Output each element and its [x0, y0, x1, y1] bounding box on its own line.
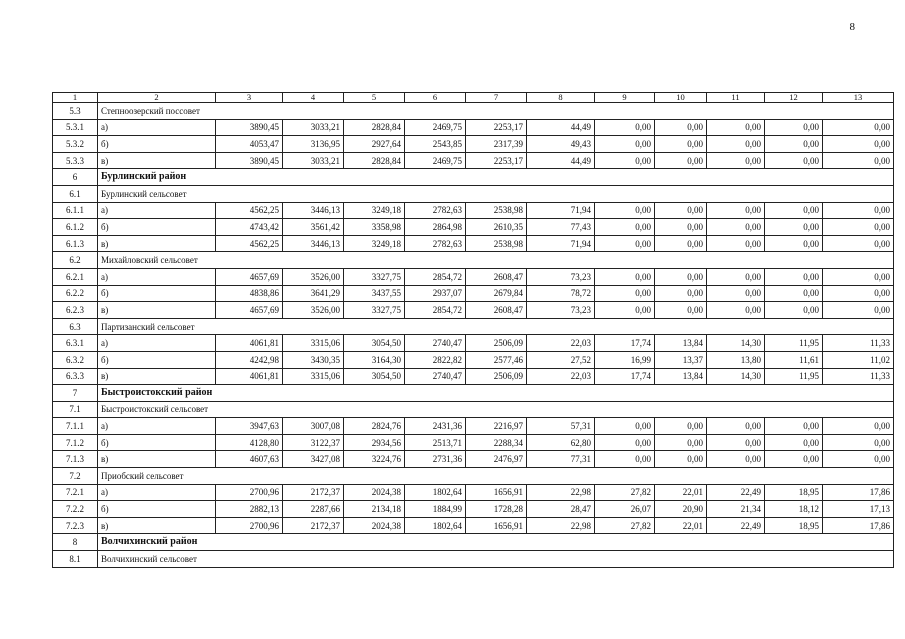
value-cell: 0,00	[765, 434, 823, 451]
value-cell: 0,00	[765, 302, 823, 319]
value-cell: 0,00	[823, 119, 894, 136]
row-number: 7.2.3	[53, 517, 98, 534]
row-number: 6.1.2	[53, 219, 98, 236]
table-row	[53, 434, 894, 451]
value-cell: 0,00	[765, 235, 823, 252]
value-cell: 0,00	[655, 119, 707, 136]
value-cell: 1656,91	[466, 517, 527, 534]
row-label: в)	[98, 152, 216, 169]
value-cell: 0,00	[823, 136, 894, 153]
row-label: в)	[98, 368, 216, 385]
value-cell: 0,00	[707, 235, 765, 252]
value-cell: 2317,39	[466, 136, 527, 153]
value-cell: 0,00	[655, 302, 707, 319]
value-cell: 0,00	[655, 202, 707, 219]
value-cell: 0,00	[765, 152, 823, 169]
value-cell: 3526,00	[283, 268, 344, 285]
value-cell: 1656,91	[466, 484, 527, 501]
section-row	[53, 318, 894, 335]
value-cell: 17,86	[823, 484, 894, 501]
district-row	[53, 534, 894, 551]
row-number: 6.3	[53, 318, 98, 335]
value-cell: 0,00	[823, 285, 894, 302]
value-cell: 2864,98	[405, 219, 466, 236]
row-label: в)	[98, 235, 216, 252]
row-number: 7.1.2	[53, 434, 98, 451]
value-cell: 28,47	[527, 501, 595, 518]
value-cell: 2431,36	[405, 418, 466, 435]
section-row	[53, 401, 894, 418]
value-cell: 4242,98	[216, 351, 283, 368]
value-cell: 2253,17	[466, 119, 527, 136]
value-cell: 3224,76	[344, 451, 405, 468]
value-cell: 1884,99	[405, 501, 466, 518]
value-cell: 22,01	[655, 484, 707, 501]
value-cell: 2934,56	[344, 434, 405, 451]
value-cell: 3446,13	[283, 235, 344, 252]
value-cell: 0,00	[707, 434, 765, 451]
value-cell: 2506,09	[466, 368, 527, 385]
row-number: 6.3.1	[53, 335, 98, 352]
table-row	[53, 368, 894, 385]
value-cell: 3526,00	[283, 302, 344, 319]
value-cell: 21,34	[707, 501, 765, 518]
row-number: 6.1.3	[53, 235, 98, 252]
value-cell: 2608,47	[466, 268, 527, 285]
row-number: 6.2.3	[53, 302, 98, 319]
row-number: 8	[53, 534, 98, 551]
row-label: а)	[98, 202, 216, 219]
table-row	[53, 119, 894, 136]
value-cell: 0,00	[765, 136, 823, 153]
column-header: 9	[595, 93, 655, 103]
value-cell: 2700,96	[216, 517, 283, 534]
value-cell: 2024,38	[344, 517, 405, 534]
row-number: 5.3.3	[53, 152, 98, 169]
value-cell: 2882,13	[216, 501, 283, 518]
value-cell: 0,00	[655, 152, 707, 169]
value-cell: 0,00	[823, 302, 894, 319]
value-cell: 2172,37	[283, 517, 344, 534]
value-cell: 22,03	[527, 368, 595, 385]
value-cell: 22,01	[655, 517, 707, 534]
value-cell: 2740,47	[405, 335, 466, 352]
value-cell: 0,00	[595, 285, 655, 302]
row-number: 7	[53, 385, 98, 402]
table-row	[53, 219, 894, 236]
value-cell: 0,00	[707, 136, 765, 153]
row-number: 5.3.2	[53, 136, 98, 153]
value-cell: 13,84	[655, 368, 707, 385]
column-header: 5	[344, 93, 405, 103]
value-cell: 2828,84	[344, 152, 405, 169]
value-cell: 2024,38	[344, 484, 405, 501]
table-row	[53, 285, 894, 302]
value-cell: 3427,08	[283, 451, 344, 468]
column-header: 10	[655, 93, 707, 103]
column-header: 11	[707, 93, 765, 103]
table-row	[53, 202, 894, 219]
value-cell: 0,00	[707, 202, 765, 219]
value-cell: 2253,17	[466, 152, 527, 169]
value-cell: 11,95	[765, 368, 823, 385]
column-header: 8	[527, 93, 595, 103]
value-cell: 27,52	[527, 351, 595, 368]
value-cell: 4562,25	[216, 202, 283, 219]
value-cell: 3054,50	[344, 368, 405, 385]
value-cell: 0,00	[595, 418, 655, 435]
value-cell: 2782,63	[405, 235, 466, 252]
value-cell: 2134,18	[344, 501, 405, 518]
value-cell: 0,00	[655, 136, 707, 153]
value-cell: 0,00	[823, 451, 894, 468]
table-row	[53, 136, 894, 153]
section-name: Быстроистокский сельсовет	[98, 401, 894, 418]
value-cell: 26,07	[595, 501, 655, 518]
value-cell: 2782,63	[405, 202, 466, 219]
column-header: 3	[216, 93, 283, 103]
district-row	[53, 169, 894, 186]
value-cell: 4607,63	[216, 451, 283, 468]
section-name: Михайловский сельсовет	[98, 252, 894, 269]
value-cell: 2538,98	[466, 202, 527, 219]
table-row	[53, 268, 894, 285]
value-cell: 0,00	[707, 418, 765, 435]
row-number: 6.3.3	[53, 368, 98, 385]
value-cell: 44,49	[527, 119, 595, 136]
value-cell: 2577,46	[466, 351, 527, 368]
value-cell: 0,00	[765, 418, 823, 435]
value-cell: 2824,76	[344, 418, 405, 435]
row-number: 6.2.2	[53, 285, 98, 302]
column-header: 4	[283, 93, 344, 103]
row-label: а)	[98, 268, 216, 285]
value-cell: 3315,06	[283, 335, 344, 352]
value-cell: 0,00	[595, 119, 655, 136]
value-cell: 1728,28	[466, 501, 527, 518]
value-cell: 2610,35	[466, 219, 527, 236]
value-cell: 17,74	[595, 335, 655, 352]
value-cell: 4053,47	[216, 136, 283, 153]
value-cell: 0,00	[765, 451, 823, 468]
value-cell: 3890,45	[216, 152, 283, 169]
table-row	[53, 302, 894, 319]
value-cell: 0,00	[655, 451, 707, 468]
value-cell: 73,23	[527, 302, 595, 319]
value-cell: 2287,66	[283, 501, 344, 518]
value-cell: 2543,85	[405, 136, 466, 153]
header-row	[53, 93, 894, 103]
value-cell: 57,31	[527, 418, 595, 435]
value-cell: 4743,42	[216, 219, 283, 236]
value-cell: 2469,75	[405, 119, 466, 136]
value-cell: 4061,81	[216, 335, 283, 352]
value-cell: 0,00	[655, 268, 707, 285]
value-cell: 3054,50	[344, 335, 405, 352]
value-cell: 3007,08	[283, 418, 344, 435]
row-label: б)	[98, 434, 216, 451]
value-cell: 3122,37	[283, 434, 344, 451]
value-cell: 22,49	[707, 517, 765, 534]
district-name: Быстроистокский район	[98, 385, 894, 402]
table-row	[53, 418, 894, 435]
tariff-table	[52, 92, 894, 568]
value-cell: 3327,75	[344, 302, 405, 319]
district-name: Бурлинский район	[98, 169, 894, 186]
section-name: Волчихинский сельсовет	[98, 551, 894, 568]
value-cell: 17,13	[823, 501, 894, 518]
value-cell: 3437,55	[344, 285, 405, 302]
value-cell: 0,00	[707, 219, 765, 236]
row-label: в)	[98, 302, 216, 319]
value-cell: 18,95	[765, 517, 823, 534]
row-number: 6.2.1	[53, 268, 98, 285]
section-row	[53, 185, 894, 202]
value-cell: 22,49	[707, 484, 765, 501]
section-name: Бурлинский сельсовет	[98, 185, 894, 202]
row-number: 7.1.1	[53, 418, 98, 435]
value-cell: 0,00	[595, 434, 655, 451]
value-cell: 2469,75	[405, 152, 466, 169]
row-label: а)	[98, 335, 216, 352]
column-header: 7	[466, 93, 527, 103]
row-label: в)	[98, 517, 216, 534]
value-cell: 17,74	[595, 368, 655, 385]
column-header: 13	[823, 93, 894, 103]
value-cell: 13,37	[655, 351, 707, 368]
value-cell: 3430,35	[283, 351, 344, 368]
row-label: а)	[98, 484, 216, 501]
value-cell: 73,23	[527, 268, 595, 285]
value-cell: 1802,64	[405, 484, 466, 501]
value-cell: 2608,47	[466, 302, 527, 319]
value-cell: 0,00	[765, 119, 823, 136]
value-cell: 0,00	[595, 235, 655, 252]
row-label: в)	[98, 451, 216, 468]
value-cell: 0,00	[765, 268, 823, 285]
table-row	[53, 451, 894, 468]
row-label: б)	[98, 136, 216, 153]
value-cell: 3890,45	[216, 119, 283, 136]
row-number: 7.2	[53, 468, 98, 485]
value-cell: 11,33	[823, 335, 894, 352]
table-row	[53, 484, 894, 501]
value-cell: 16,99	[595, 351, 655, 368]
value-cell: 0,00	[707, 302, 765, 319]
column-header: 6	[405, 93, 466, 103]
value-cell: 0,00	[823, 268, 894, 285]
table-row	[53, 501, 894, 518]
value-cell: 14,30	[707, 335, 765, 352]
row-number: 6.1	[53, 185, 98, 202]
value-cell: 3315,06	[283, 368, 344, 385]
value-cell: 2854,72	[405, 268, 466, 285]
value-cell: 4128,80	[216, 434, 283, 451]
value-cell: 22,98	[527, 484, 595, 501]
value-cell: 2513,71	[405, 434, 466, 451]
section-row	[53, 103, 894, 120]
value-cell: 0,00	[823, 219, 894, 236]
section-row	[53, 252, 894, 269]
value-cell: 0,00	[765, 285, 823, 302]
value-cell: 13,84	[655, 335, 707, 352]
value-cell: 4657,69	[216, 302, 283, 319]
row-number: 6.2	[53, 252, 98, 269]
value-cell: 2476,97	[466, 451, 527, 468]
value-cell: 11,61	[765, 351, 823, 368]
value-cell: 2937,07	[405, 285, 466, 302]
value-cell: 44,49	[527, 152, 595, 169]
section-name: Приобский сельсовет	[98, 468, 894, 485]
value-cell: 3446,13	[283, 202, 344, 219]
value-cell: 18,95	[765, 484, 823, 501]
value-cell: 0,00	[823, 235, 894, 252]
column-header: 2	[98, 93, 216, 103]
value-cell: 2740,47	[405, 368, 466, 385]
value-cell: 22,03	[527, 335, 595, 352]
value-cell: 3561,42	[283, 219, 344, 236]
value-cell: 62,80	[527, 434, 595, 451]
section-row	[53, 468, 894, 485]
value-cell: 3641,29	[283, 285, 344, 302]
value-cell: 14,30	[707, 368, 765, 385]
row-number: 5.3	[53, 103, 98, 120]
value-cell: 3033,21	[283, 119, 344, 136]
value-cell: 0,00	[765, 219, 823, 236]
row-number: 7.2.2	[53, 501, 98, 518]
value-cell: 0,00	[595, 219, 655, 236]
value-cell: 13,80	[707, 351, 765, 368]
value-cell: 2679,84	[466, 285, 527, 302]
value-cell: 0,00	[595, 302, 655, 319]
row-number: 6	[53, 169, 98, 186]
value-cell: 0,00	[823, 418, 894, 435]
value-cell: 1802,64	[405, 517, 466, 534]
value-cell: 0,00	[707, 119, 765, 136]
value-cell: 22,98	[527, 517, 595, 534]
value-cell: 0,00	[655, 434, 707, 451]
value-cell: 27,82	[595, 517, 655, 534]
value-cell: 4838,86	[216, 285, 283, 302]
value-cell: 2288,34	[466, 434, 527, 451]
value-cell: 0,00	[595, 202, 655, 219]
value-cell: 3327,75	[344, 268, 405, 285]
column-header: 1	[53, 93, 98, 103]
value-cell: 3033,21	[283, 152, 344, 169]
value-cell: 2506,09	[466, 335, 527, 352]
row-label: а)	[98, 418, 216, 435]
value-cell: 20,90	[655, 501, 707, 518]
value-cell: 2731,36	[405, 451, 466, 468]
section-name: Степноозерский поссовет	[98, 103, 894, 120]
row-number: 6.3.2	[53, 351, 98, 368]
value-cell: 49,43	[527, 136, 595, 153]
value-cell: 0,00	[707, 268, 765, 285]
value-cell: 4657,69	[216, 268, 283, 285]
value-cell: 2927,64	[344, 136, 405, 153]
value-cell: 2854,72	[405, 302, 466, 319]
value-cell: 3249,18	[344, 202, 405, 219]
value-cell: 0,00	[595, 136, 655, 153]
value-cell: 4562,25	[216, 235, 283, 252]
value-cell: 3164,30	[344, 351, 405, 368]
value-cell: 0,00	[655, 285, 707, 302]
value-cell: 0,00	[823, 202, 894, 219]
row-number: 7.1.3	[53, 451, 98, 468]
value-cell: 2828,84	[344, 119, 405, 136]
row-number: 7.2.1	[53, 484, 98, 501]
value-cell: 0,00	[823, 152, 894, 169]
row-label: а)	[98, 119, 216, 136]
value-cell: 18,12	[765, 501, 823, 518]
table-row	[53, 152, 894, 169]
value-cell: 0,00	[707, 451, 765, 468]
value-cell: 17,86	[823, 517, 894, 534]
value-cell: 77,43	[527, 219, 595, 236]
value-cell: 3249,18	[344, 235, 405, 252]
district-row	[53, 385, 894, 402]
row-number: 8.1	[53, 551, 98, 568]
value-cell: 77,31	[527, 451, 595, 468]
table-row	[53, 335, 894, 352]
table-row	[53, 235, 894, 252]
row-label: б)	[98, 501, 216, 518]
value-cell: 78,72	[527, 285, 595, 302]
district-name: Волчихинский район	[98, 534, 894, 551]
value-cell: 0,00	[655, 418, 707, 435]
value-cell: 0,00	[595, 451, 655, 468]
table-row	[53, 517, 894, 534]
value-cell: 27,82	[595, 484, 655, 501]
value-cell: 0,00	[595, 152, 655, 169]
row-label: б)	[98, 219, 216, 236]
value-cell: 0,00	[707, 152, 765, 169]
section-row	[53, 551, 894, 568]
value-cell: 2822,82	[405, 351, 466, 368]
column-header: 12	[765, 93, 823, 103]
value-cell: 2700,96	[216, 484, 283, 501]
value-cell: 71,94	[527, 202, 595, 219]
value-cell: 0,00	[595, 268, 655, 285]
row-label: б)	[98, 351, 216, 368]
value-cell: 0,00	[655, 235, 707, 252]
value-cell: 2216,97	[466, 418, 527, 435]
value-cell: 2172,37	[283, 484, 344, 501]
value-cell: 71,94	[527, 235, 595, 252]
page-number: 8	[849, 21, 855, 33]
value-cell: 0,00	[655, 219, 707, 236]
table-row	[53, 351, 894, 368]
row-number: 7.1	[53, 401, 98, 418]
value-cell: 3136,95	[283, 136, 344, 153]
value-cell: 2538,98	[466, 235, 527, 252]
row-label: б)	[98, 285, 216, 302]
value-cell: 11,02	[823, 351, 894, 368]
section-name: Партизанский сельсовет	[98, 318, 894, 335]
value-cell: 0,00	[823, 434, 894, 451]
value-cell: 0,00	[765, 202, 823, 219]
row-number: 6.1.1	[53, 202, 98, 219]
value-cell: 11,33	[823, 368, 894, 385]
value-cell: 3358,98	[344, 219, 405, 236]
row-number: 5.3.1	[53, 119, 98, 136]
value-cell: 11,95	[765, 335, 823, 352]
value-cell: 0,00	[707, 285, 765, 302]
value-cell: 3947,63	[216, 418, 283, 435]
value-cell: 4061,81	[216, 368, 283, 385]
